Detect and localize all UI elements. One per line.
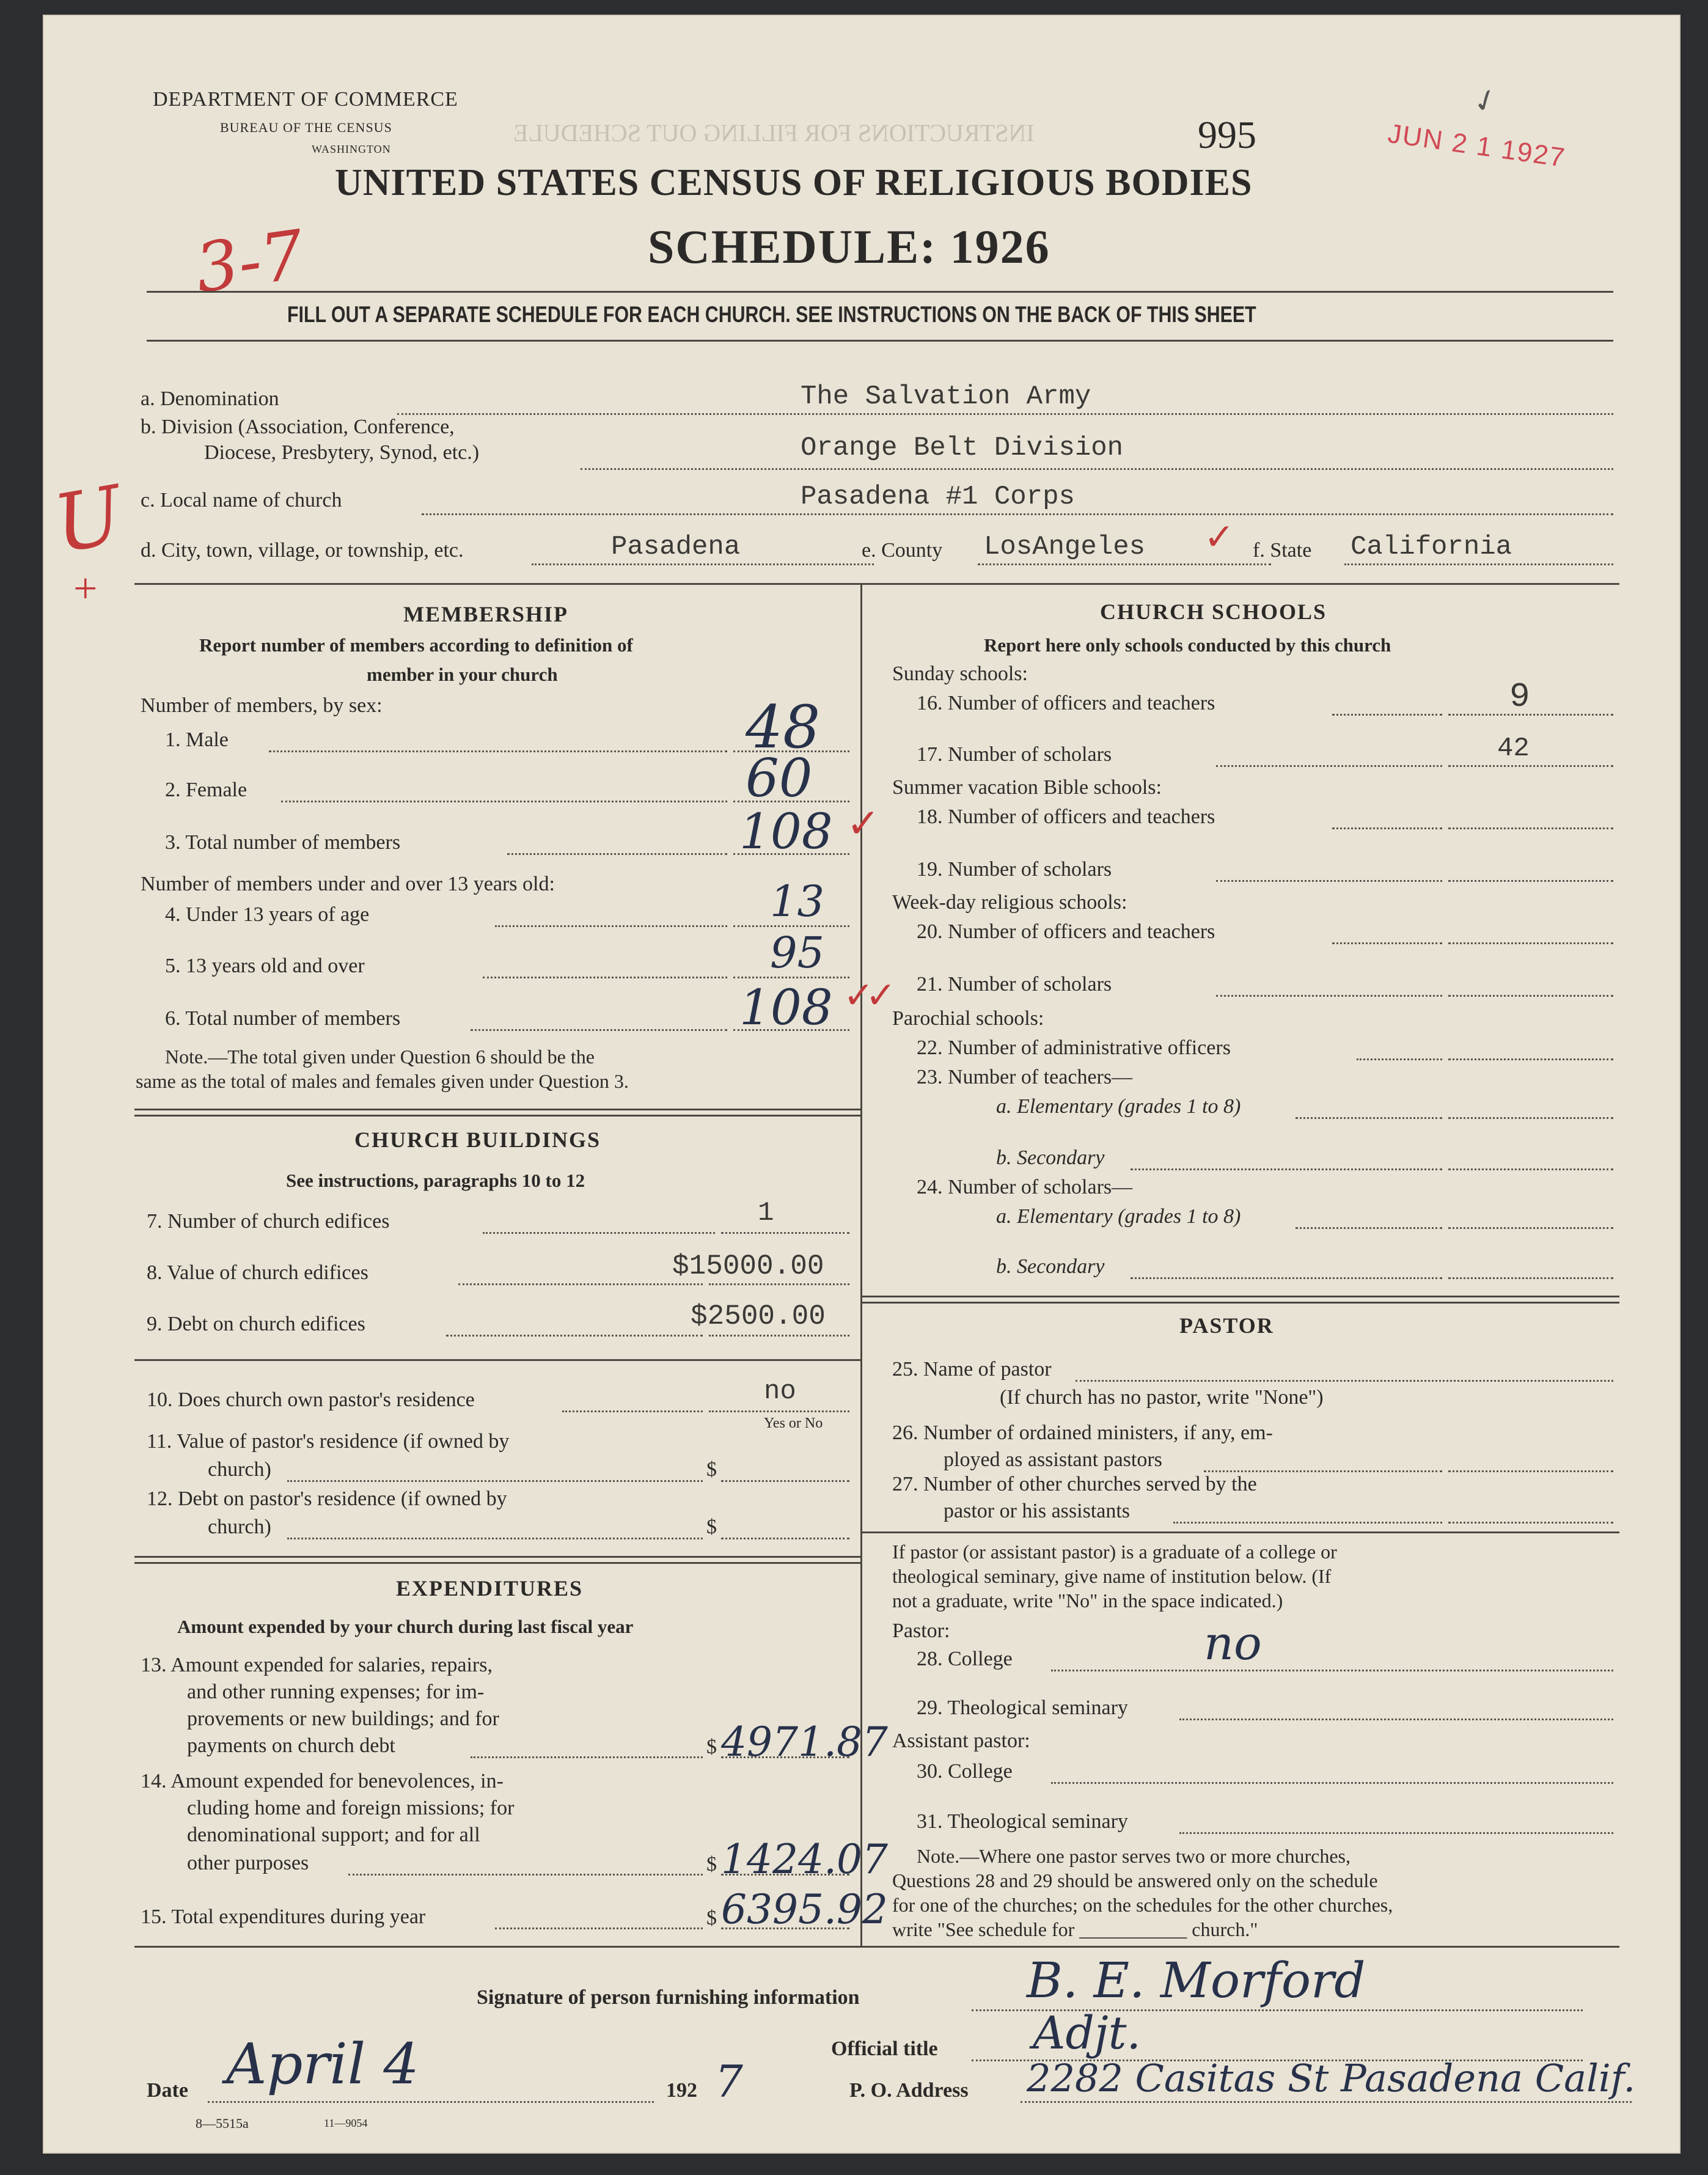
fill-line [1179,1832,1613,1834]
form-number: 8—5515a [196,2116,249,2131]
q25-note: (If church has no pastor, write "None") [1000,1386,1324,1409]
pastor-heading: PASTOR [1179,1313,1274,1338]
state-label: f. State [1253,539,1312,562]
buildings-heading: CHURCH BUILDINGS [354,1128,601,1152]
answer-line [1448,1522,1613,1524]
county-value: LosAngeles [984,532,1146,562]
q14-label-2: cluding home and foreign missions; for [187,1797,515,1819]
answer-line [709,1410,849,1412]
graduate-instructions-1: If pastor (or assistant pastor) is a graduate of a college or [892,1541,1337,1563]
q10-value: no [764,1376,796,1407]
fill-line [1021,2101,1632,2103]
q14-label-3: denominational support; and for all [187,1824,480,1846]
q23b-label: b. Secondary [996,1146,1105,1169]
fill-line [978,563,1271,565]
received-date-stamp: JUN 2 1 1927 [1386,118,1568,174]
section-divider [860,1302,1619,1304]
divider [147,340,1613,342]
fill-line [208,2101,654,2103]
po-address-label: P. O. Address [849,2079,969,2102]
fill-line [532,563,874,565]
answer-line [1448,1168,1613,1170]
check-mark-icon: ✓ [1467,80,1504,122]
expenditures-subheading: Amount expended by your church during last fiscal year [177,1616,634,1637]
q23a-label: a. Elementary (grades 1 to 8) [996,1095,1241,1118]
margin-mark: U [47,468,130,571]
under-over-label: Number of members under and over 13 years old: [141,873,555,895]
q27-label-1: 27. Number of other churches served by the [892,1473,1257,1495]
membership-note-2: same as the total of males and females given under Question 3. [136,1070,629,1092]
fill-line [1332,942,1442,944]
q8-label: 8. Value of church edifices [147,1261,368,1284]
official-title-value: Adjt. [1033,2007,1142,2059]
local-name-value: Pasadena #1 Corps [801,482,1075,512]
instruction-line: FILL OUT A SEPARATE SCHEDULE FOR EACH CHURCH. SEE INSTRUCTIONS ON THE BACK OF THIS SHEET [287,302,1256,327]
fill-line [348,1874,703,1876]
fill-line [1173,1522,1442,1524]
answer-line [1448,995,1613,997]
section-divider [860,1296,1619,1297]
denomination-label: a. Denomination [141,387,279,410]
q26-label-2: ployed as assistant pastors [944,1448,1162,1471]
q9-label: 9. Debt on church edifices [147,1313,365,1335]
graduate-instructions-2: theological seminary, give name of institution below. (If [892,1565,1332,1587]
section-divider [134,1946,1619,1948]
q4-label: 4. Under 13 years of age [165,903,370,926]
fill-line [1216,880,1442,882]
year-prefix: 192 [666,2079,697,2102]
q10-label: 10. Does church own pastor's residence [147,1388,475,1411]
q15-label: 15. Total expenditures during year [141,1905,426,1928]
q8-value: $15000.00 [672,1250,824,1282]
serial-number: 995 [1198,113,1256,156]
q17-label: 17. Number of scholars [917,743,1112,766]
q13-value: 4971.87 [721,1718,888,1766]
q13-label-2: and other running expenses; for im- [187,1681,485,1703]
denomination-value: The Salvation Army [801,381,1091,412]
q19-label: 19. Number of scholars [917,858,1112,881]
q25-label: 25. Name of pastor [892,1358,1052,1381]
q15-dollar: $ [706,1907,717,1929]
section-divider [134,583,1619,585]
q14-dollar: $ [706,1853,717,1876]
handwritten-code: 3-7 [190,215,309,308]
fill-line [446,1335,703,1337]
state-value: California [1351,532,1512,562]
schedule-title: SCHEDULE: 1926 [648,220,1050,273]
q9-value: $2500.00 [691,1300,826,1332]
signature-label: Signature of person furnishing information [477,1986,860,2009]
membership-heading: MEMBERSHIP [403,602,569,626]
weekday-schools-label: Week-day religious schools: [892,891,1127,914]
q24a-label: a. Elementary (grades 1 to 8) [996,1205,1241,1228]
q27-label-2: pastor or his assistants [944,1500,1131,1522]
pastor-note-4: write "See schedule for ___________ church." [892,1918,1258,1940]
answer-line [721,1538,849,1539]
fill-line [1051,1670,1613,1671]
q2-label: 2. Female [165,779,247,801]
fill-line [397,413,1613,415]
check-mark-icon: ✓ [846,802,881,846]
q21-label: 21. Number of scholars [917,973,1112,996]
q11-label-1: 11. Value of pastor's residence (if owned by [147,1430,510,1453]
sunday-schools-label: Sunday schools: [892,662,1028,685]
division-value: Orange Belt Division [801,433,1124,463]
check-mark-icon: ✓ [1204,517,1235,557]
answer-line [1448,714,1613,716]
answer-line [721,1480,849,1482]
q11-label-2: church) [208,1458,271,1481]
answer-line [1448,942,1613,944]
bureau-label: BUREAU OF THE CENSUS [220,120,392,135]
q7-label: 7. Number of church edifices [147,1210,390,1233]
local-name-label: c. Local name of church [141,489,342,512]
ghost-heading: INSTRUCTIONS FOR FILLING OUT SCHEDULE [513,119,1035,147]
q13-dollar: $ [706,1736,717,1758]
section-divider [134,1109,862,1110]
signature-value: B. E. Morford [1027,1952,1366,2009]
fill-line [1344,563,1613,565]
q14-label-1: 14. Amount expended for benevolences, in- [141,1770,504,1792]
city-value: Pasadena [611,532,741,562]
answer-line [1448,765,1613,767]
q28-label: 28. College [917,1648,1013,1670]
answer-line [1448,1058,1613,1060]
po-address-value: 2282 Casitas St Pasadena Calif. [1027,2056,1636,2100]
q4-value: 13 [770,876,825,926]
q24-label: 24. Number of scholars— [917,1176,1133,1198]
pastor-note-2: Questions 28 and 29 should be answered only on the schedule [892,1869,1378,1891]
schools-subheading: Report here only schools conducted by this church [984,634,1391,656]
membership-subheading-1: Report number of members according to definition of [199,634,633,656]
q13-label-3: provements or new buildings; and for [187,1707,499,1730]
fill-line [1204,1470,1442,1472]
q6-value: 108 [739,979,833,1036]
fill-line [1131,1277,1442,1279]
q3-label: 3. Total number of members [165,831,401,854]
pastor-note-3: for one of the churches; on the schedules for the other churches, [892,1894,1393,1916]
fill-line [581,468,1613,470]
q31-label: 31. Theological seminary [917,1810,1128,1833]
q13-label-1: 13. Amount expended for salaries, repairs, [141,1654,493,1676]
year-digit: 7 [715,2056,743,2107]
graduate-instructions-3: not a graduate, write "No" in the space indicated.) [892,1590,1283,1612]
q23-label: 23. Number of teachers— [917,1066,1133,1088]
fill-line [1332,827,1442,829]
fill-line [1332,714,1442,716]
county-label: e. County [862,539,943,562]
section-divider [134,1115,862,1117]
answer-line [1448,880,1613,882]
q5-value: 95 [770,928,825,978]
schools-heading: CHURCH SCHOOLS [1100,600,1327,624]
fill-line [1051,1782,1613,1784]
q29-label: 29. Theological seminary [917,1696,1128,1719]
fill-line [422,513,1613,515]
buildings-subheading: See instructions, paragraphs 10 to 12 [286,1170,585,1191]
date-label: Date [147,2079,188,2102]
section-divider [134,1556,862,1558]
fill-line [1216,765,1442,767]
yes-no-hint: Yes or No [764,1415,823,1431]
q6-label: 6. Total number of members [165,1007,401,1030]
q7-value: 1 [758,1198,774,1228]
fill-line [458,1283,703,1285]
section-divider [134,1359,862,1361]
fill-line [281,801,727,802]
q16-label: 16. Number of officers and teachers [917,692,1215,714]
expenditures-heading: EXPENDITURES [396,1576,584,1601]
q16-value: 9 [1509,677,1530,716]
parochial-schools-label: Parochial schools: [892,1007,1044,1030]
fill-line [269,750,727,752]
answer-line [1448,1227,1613,1229]
q14-value: 1424.07 [721,1836,888,1883]
fill-line [287,1480,703,1482]
summer-schools-label: Summer vacation Bible schools: [892,776,1162,799]
q11-dollar: $ [706,1458,717,1481]
fill-line [1296,1117,1442,1119]
official-title-label: Official title [831,2037,938,2060]
q1-label: 1. Male [165,728,229,751]
department-label: DEPARTMENT OF COMMERCE [153,88,458,111]
fill-line [1357,1058,1442,1060]
q24b-label: b. Secondary [996,1255,1105,1278]
census-schedule-page [43,15,1681,2154]
city-field-label: d. City, town, village, or township, etc. [141,539,464,562]
q12-label-2: church) [208,1516,271,1538]
fill-line [1131,1168,1442,1170]
q5-label: 5. 13 years old and over [165,955,365,977]
q2-value: 60 [746,748,813,809]
fill-line [471,1029,727,1031]
section-divider [860,1531,1619,1533]
fill-line [1076,1380,1613,1382]
membership-note-1: Note.—The total given under Question 6 should be the [165,1046,595,1068]
fill-line [495,1927,703,1929]
section-divider [134,1562,862,1564]
fill-line [1179,1718,1613,1720]
fill-line [495,925,727,927]
division-label-1: b. Division (Association, Conference, [141,416,455,438]
fill-line [483,1232,715,1234]
q13-label-4: payments on church debt [187,1734,395,1757]
pastor-subhead: Pastor: [892,1619,950,1642]
q15-value: 6395.92 [721,1886,888,1933]
form-title: UNITED STATES CENSUS OF RELIGIOUS BODIES [335,162,1253,204]
q22-label: 22. Number of administrative officers [917,1036,1231,1059]
q14-label-4: other purposes [187,1852,309,1874]
answer-line [709,1335,849,1337]
q28-value: no [1204,1616,1262,1670]
city-label: WASHINGTON [312,143,391,155]
divider [147,291,1613,293]
q20-label: 20. Number of officers and teachers [917,920,1215,943]
pastor-note-1: Note.—Where one pastor serves two or more churches, [917,1845,1351,1867]
q17-value: 42 [1497,733,1530,764]
answer-line [709,1283,849,1285]
answer-line [1448,827,1613,829]
assistant-subhead: Assistant pastor: [892,1729,1030,1752]
answer-line [1448,1470,1613,1472]
fill-line [1216,995,1442,997]
q3-value: 108 [739,803,833,860]
fill-line [507,853,727,855]
by-sex-label: Number of members, by sex: [141,694,383,717]
q30-label: 30. College [917,1760,1013,1783]
answer-line [721,1232,849,1234]
check-mark-icon: ✓✓ [843,975,888,1016]
division-label-2: Diocese, Presbytery, Synod, etc.) [204,441,480,464]
fill-line [471,1756,703,1758]
fill-line [562,1410,703,1412]
fill-line [1296,1227,1442,1229]
q18-label: 18. Number of officers and teachers [917,805,1215,828]
q12-label-1: 12. Debt on pastor's residence (if owned by [147,1487,507,1510]
fill-line [483,977,727,978]
q1-value: 48 [746,693,821,761]
q12-dollar: $ [706,1516,717,1538]
answer-line [1448,1117,1613,1119]
date-value: April 4 [226,2031,419,2097]
membership-subheading-2: member in your church [367,664,558,685]
print-number: 11—9054 [324,2117,368,2129]
fill-line [287,1538,703,1539]
answer-line [1448,1277,1613,1279]
margin-plus: + [73,565,98,612]
q26-label-1: 26. Number of ordained ministers, if any, em- [892,1421,1273,1444]
